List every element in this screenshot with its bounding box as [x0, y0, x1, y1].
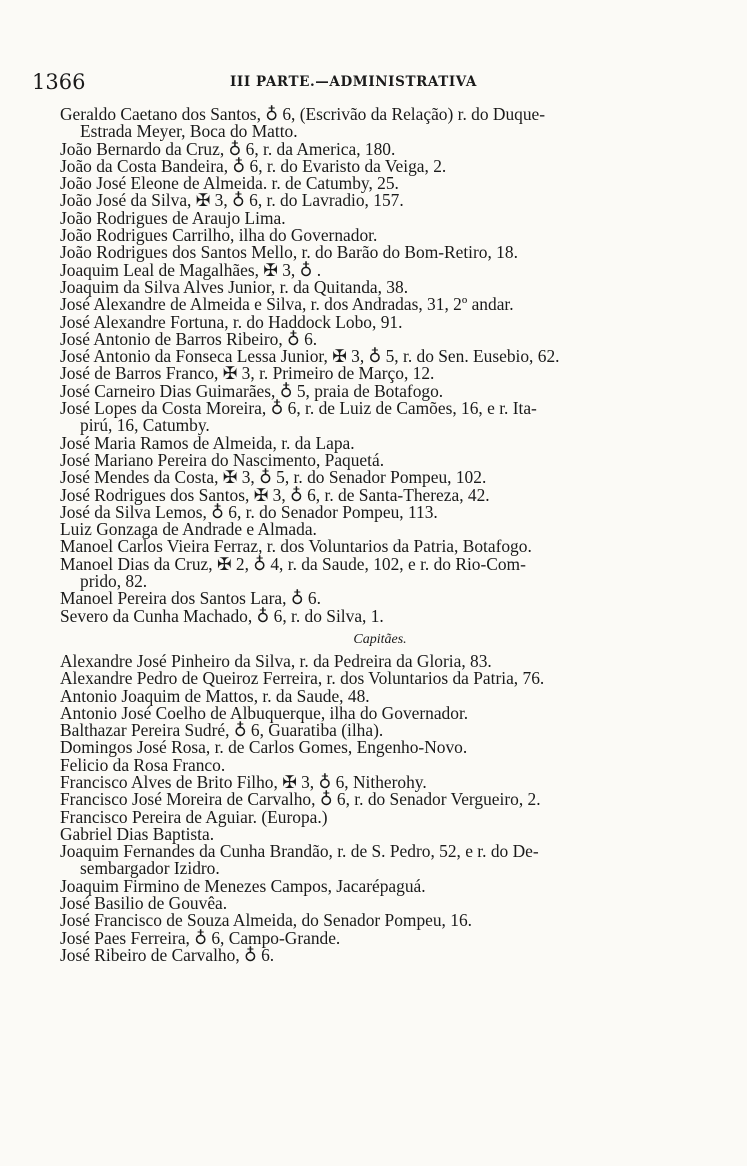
entry-continuation: sembargador Izidro. [80, 858, 220, 879]
list-entry [60, 400, 700, 435]
entry-line: Alexandre José Pinheiro da Silva, r. da Pedreira da Gloria, 83. [60, 650, 492, 671]
entry-line: Francisco Alves de Brito Filho, ✠ 3, ♁ 6, Nitherohy. [60, 771, 427, 792]
captains-list [60, 650, 700, 965]
entry-line: José Alexandre Fortuna, r. do Haddock Lobo, 91. [60, 311, 403, 332]
entry-line: Francisco Pereira de Aguiar. (Europa.) [60, 806, 328, 827]
entry-line: Gabriel Dias Baptista. [60, 823, 215, 844]
entry-line: Manoel Dias da Cruz, ✠ 2, ♁ 4, r. da Saude, 102, e r. do Rio-Com- [60, 553, 526, 574]
entry-line: Felicio da Rosa Franco. [60, 754, 226, 775]
page-number: 1366 [32, 70, 86, 94]
entry-line: João da Costa Bandeira, ♁ 6, r. do Evaristo da Veiga, 2. [60, 155, 447, 176]
entry-continuation: Estrada Meyer, Boca do Matto. [80, 121, 298, 142]
entry-line: Francisco José Moreira de Carvalho, ♁ 6, r. do Senador Vergueiro, 2. [60, 789, 541, 810]
entry-line: João José Eleone de Almeida. r. de Catumby, 25. [60, 173, 399, 194]
entry-line: José Carneiro Dias Guimarães, ♁ 5, praia de Botafogo. [60, 380, 444, 401]
entry-line: Luiz Gonzaga de Andrade e Almada. [60, 519, 317, 540]
list-entry [60, 553, 700, 592]
entry-line: Joaquim Fernandes da Cunha Brandão, r. de S. Pedro, 52, e r. do De- [60, 841, 539, 862]
entry-line: José Lopes da Costa Moreira, ♁ 6, r. de Luiz de Camões, 16, e r. Ita- [60, 398, 537, 419]
entry-line: Alexandre Pedro de Queiroz Ferreira, r. dos Voluntarios da Patria, 76. [60, 668, 545, 689]
entry-line: João José da Silva, ✠ 3, ♁ 6, r. do Lavradio, 157. [60, 190, 404, 211]
entry-line: Antonio José Coelho de Albuquerque, ilha do Governador. [60, 702, 469, 723]
entry-line: João Rodrigues Carrilho, ilha do Governador. [60, 225, 378, 246]
entry-line: João Rodrigues dos Santos Mello, r. do Barão do Bom-Retiro, 18. [60, 242, 518, 263]
entry-line: João Rodrigues de Araujo Lima. [60, 207, 286, 228]
officers-list [60, 106, 700, 625]
entry-line: José Antonio da Fonseca Lessa Junior, ✠ 3, ♁ 5, r. do Sen. Eusebio, 62. [60, 346, 560, 367]
list-entry [60, 843, 700, 878]
entry-line: José Mendes da Costa, ✠ 3, ♁ 5, r. do Senador Pompeu, 102. [60, 467, 487, 488]
entry-line: José Alexandre de Almeida e Silva, r. dos Andradas, 31, 2º andar. [60, 294, 514, 315]
document-body [60, 106, 700, 964]
entry-line: José Basilio de Gouvêa. [60, 893, 228, 914]
entry-continuation: prido, 82. [80, 571, 148, 592]
entry-line: Domingos José Rosa, r. de Carlos Gomes, Engenho-Novo. [60, 737, 468, 758]
entry-line: João Bernardo da Cruz, ♁ 6, r. da America, 180. [60, 138, 396, 159]
entry-line: Joaquim Firmino de Menezes Campos, Jacarépaguá. [60, 875, 426, 896]
entry-line: Geraldo Caetano dos Santos, ♁ 6, (Escrivão da Relação) r. do Duque- [60, 104, 546, 124]
entry-line: José Antonio de Barros Ribeiro, ♁ 6. [60, 328, 318, 349]
entry-line: José da Silva Lemos, ♁ 6, r. do Senador Pompeu, 113. [60, 501, 438, 522]
entry-line: José Mariano Pereira do Nascimento, Paquetá. [60, 449, 385, 470]
entry-line: José Maria Ramos de Almeida, r. da Lapa. [60, 432, 355, 453]
running-title: III PARTE.—ADMINISTRATIVA [230, 74, 477, 90]
entry-line: Joaquim da Silva Alves Junior, r. da Quitanda, 38. [60, 276, 409, 297]
entry-line: José Francisco de Souza Almeida, do Senador Pompeu, 16. [60, 910, 472, 931]
entry-line: Manoel Carlos Vieira Ferraz, r. dos Voluntarios da Patria, Botafogo. [60, 536, 532, 557]
entry-line: Severo da Cunha Machado, ♁ 6, r. do Silva, 1. [60, 605, 384, 626]
entry-line: José Paes Ferreira, ♁ 6, Campo-Grande. [60, 927, 341, 948]
page-header [32, 70, 722, 94]
entry-line: José Rodrigues dos Santos, ✠ 3, ♁ 6, r. de Santa-Thereza, 42. [60, 484, 490, 505]
list-entry [60, 106, 700, 141]
entry-line: José Ribeiro de Carvalho, ♁ 6. [60, 944, 275, 965]
list-entry [60, 944, 700, 965]
entry-line: Balthazar Pereira Sudré, ♁ 6, Guaratiba (ilha). [60, 720, 384, 741]
entry-line: Antonio Joaquim de Mattos, r. da Saude, 48. [60, 685, 370, 706]
entry-line: Joaquim Leal de Magalhães, ✠ 3, ♁ . [60, 259, 322, 280]
section-heading-capitaes: Capitães. [353, 631, 407, 647]
entry-line: Manoel Pereira dos Santos Lara, ♁ 6. [60, 588, 321, 609]
entry-line: José de Barros Franco, ✠ 3, r. Primeiro de Março, 12. [60, 363, 435, 384]
entry-continuation: pirú, 16, Catumby. [80, 415, 210, 436]
list-entry [60, 605, 700, 626]
